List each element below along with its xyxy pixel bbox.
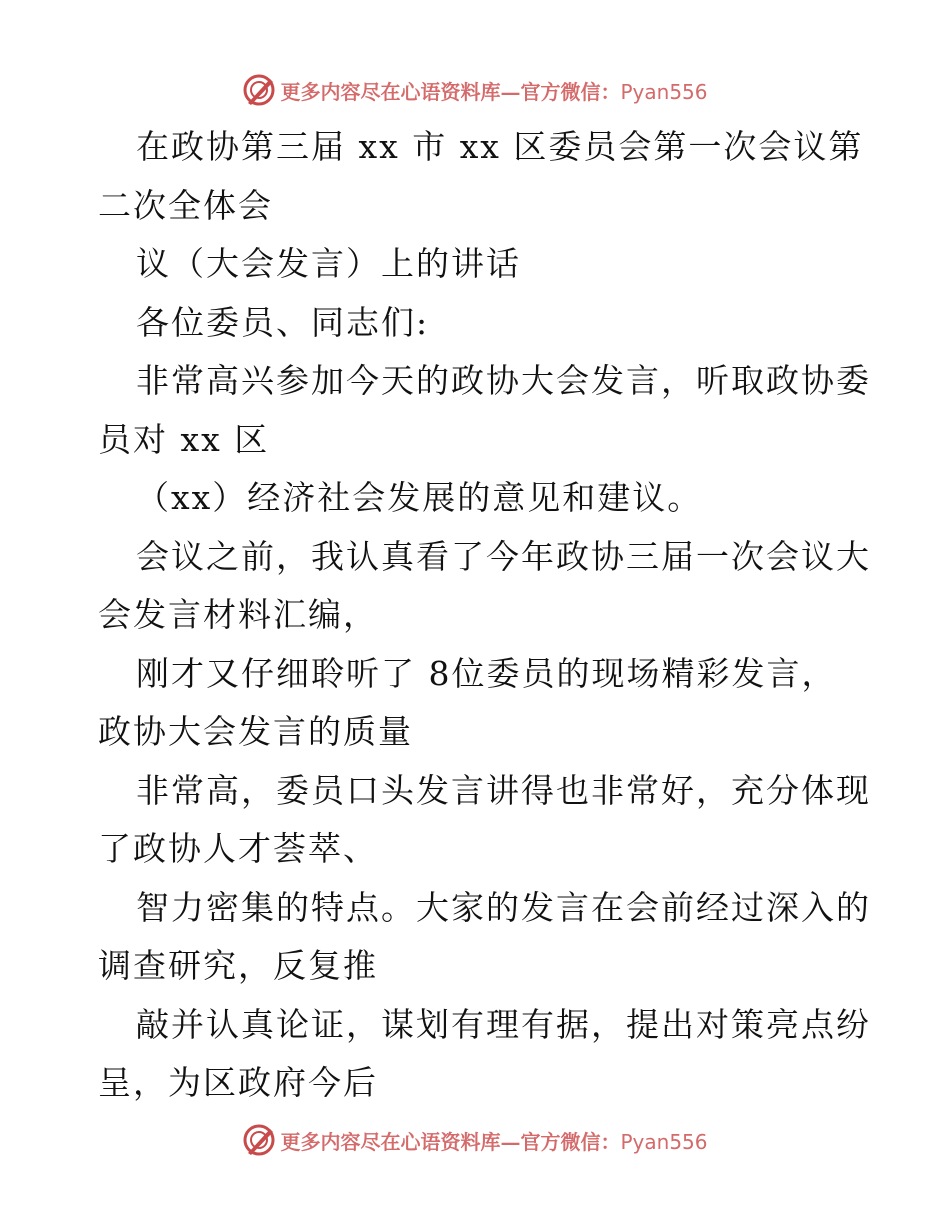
footer-banner [0, 1120, 950, 1160]
header-banner-wechat-id: Pyan556 [620, 79, 708, 104]
doc-line: 非常高，委员口头发言讲得也非常好，充分体现 [136, 770, 871, 810]
doc-line: 政协大会发言的质量 [98, 712, 413, 751]
doc-line: 会发言材料汇编， [98, 595, 378, 634]
header-banner-cn: 更多内容尽在心语资料库—官方微信： [280, 79, 621, 104]
doc-line: 非常高兴参加今天的政协大会发言，听取政协委 [136, 361, 871, 400]
doc-line: 刚才又仔细聆听了 8位委员的现场精彩发言， [136, 653, 837, 693]
doc-line: 呈，为区政府今后 [98, 1063, 378, 1102]
doc-line: 智力密集的特点。大家的发言在会前经过深入的 [136, 887, 871, 927]
doc-line: 调查研究，反复推 [98, 946, 378, 985]
pen-circle-logo-icon [242, 1123, 276, 1157]
doc-line: 各位委员、同志们: [136, 302, 430, 342]
doc-line: 二次全体会 [98, 185, 273, 225]
doc-line: 敲并认真论证，谋划有理有据，提出对策亮点纷 [136, 1004, 871, 1044]
pen-circle-logo-icon [242, 73, 276, 107]
header-banner [0, 70, 950, 110]
doc-line: 员对 xx 区 [98, 419, 270, 459]
footer-banner-wechat-id: Pyan556 [620, 1129, 708, 1154]
footer-banner-text [280, 1126, 707, 1155]
doc-line: 议（大会发言）上的讲话 [136, 244, 521, 283]
doc-line: 了政协人才荟萃、 [98, 829, 378, 868]
doc-line: 在政协第三届 xx 市 xx 区委员会第一次会议第 [136, 127, 864, 166]
footer-banner-cn: 更多内容尽在心语资料库—官方微信： [280, 1129, 621, 1154]
doc-line: 会议之前，我认真看了今年政协三届一次会议大 [136, 536, 871, 576]
doc-line: （xx）经济社会发展的意见和建议。 [136, 478, 703, 517]
header-banner-text [280, 76, 707, 105]
document-body [98, 118, 871, 1113]
